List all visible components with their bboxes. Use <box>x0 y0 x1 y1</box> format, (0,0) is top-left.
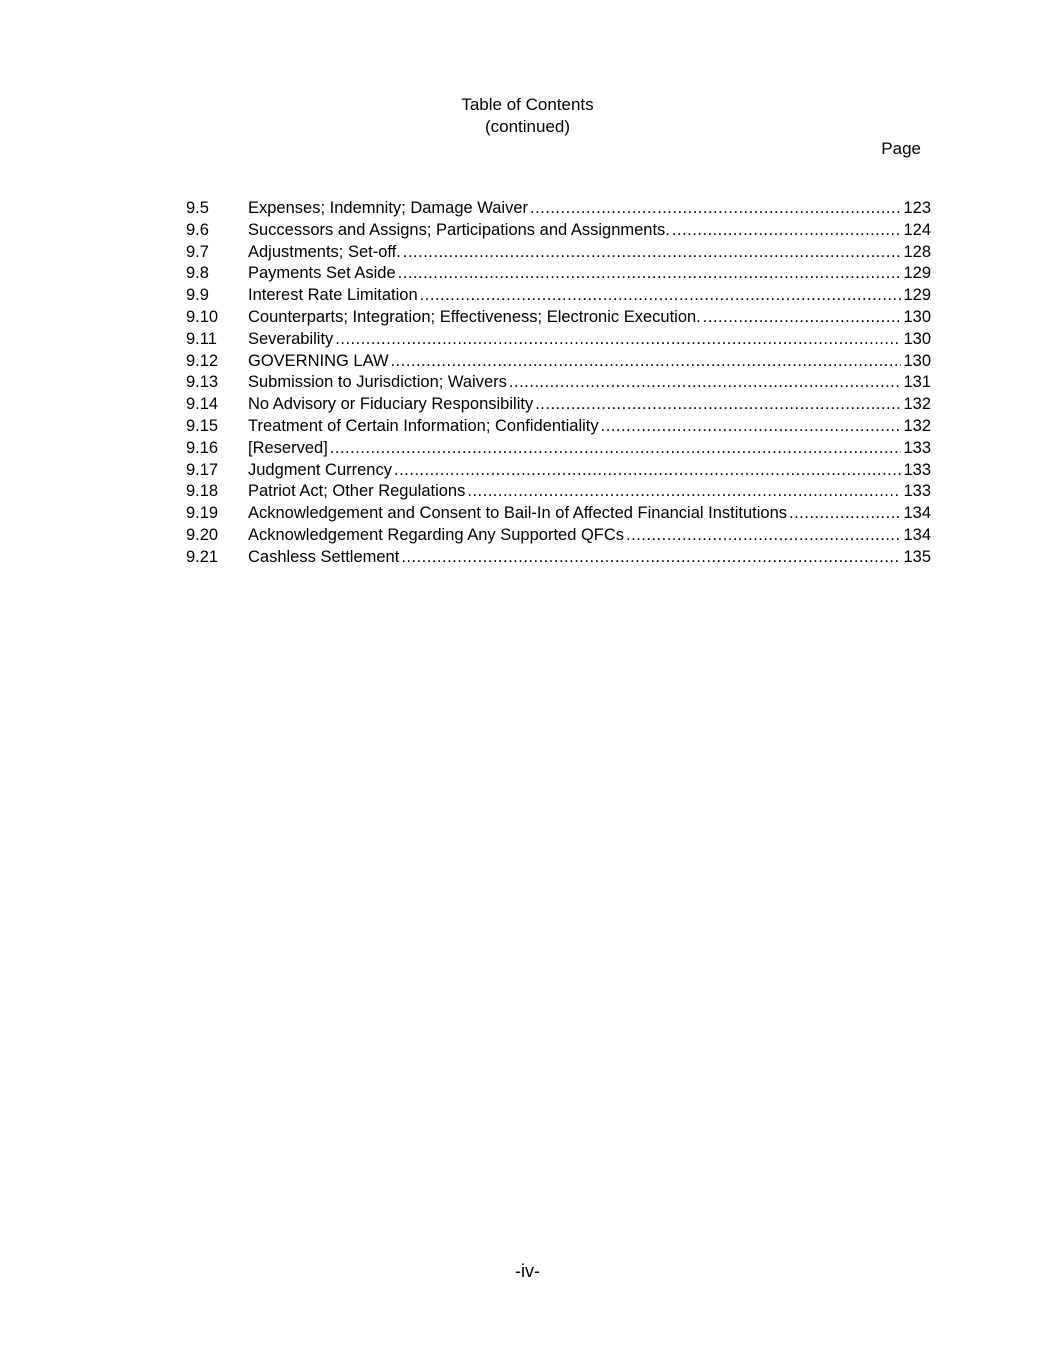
toc-entry-page[interactable]: 123 <box>903 199 931 217</box>
toc-entry-number: 9.11 <box>186 329 217 348</box>
toc-entry-page[interactable]: 130 <box>903 307 931 326</box>
toc-entry-number: 9.17 <box>186 460 219 479</box>
dot-leader <box>601 416 901 438</box>
toc-entry-page[interactable]: 133 <box>903 482 931 501</box>
dot-leader <box>535 394 901 416</box>
toc-entry[interactable] <box>186 525 931 547</box>
toc-entry-number: 9.13 <box>186 373 219 392</box>
toc-entry[interactable] <box>186 416 931 438</box>
toc-entry-number: 9.9 <box>186 286 209 305</box>
toc-entry-title[interactable]: Treatment of Certain Information; Confidentiality <box>248 416 599 435</box>
toc-entry-page[interactable]: 129 <box>903 264 931 283</box>
dot-leader <box>672 220 901 242</box>
dot-leader <box>420 285 901 307</box>
toc-entry[interactable] <box>186 503 931 525</box>
toc-entry-title[interactable]: No Advisory or Fiduciary Responsibility <box>248 395 534 414</box>
toc-entry-number: 9.21 <box>186 547 219 566</box>
toc-entry-number: 9.6 <box>186 220 209 239</box>
toc-heading <box>0 94 1055 138</box>
toc-entry-page[interactable]: 133 <box>903 460 931 479</box>
toc-entry-number: 9.18 <box>186 482 219 501</box>
dot-leader <box>401 547 901 569</box>
toc-entry-number: 9.10 <box>186 307 219 326</box>
dot-leader <box>330 438 901 460</box>
toc-entry-page[interactable]: 134 <box>903 525 931 544</box>
dot-leader <box>703 307 901 329</box>
toc-entry-number: 9.15 <box>186 416 219 435</box>
toc-entry[interactable] <box>186 198 931 220</box>
toc-title: Table of Contents <box>461 95 594 114</box>
toc-entry-number: 9.20 <box>186 525 219 544</box>
toc-entry[interactable] <box>186 547 931 569</box>
toc-entry-page[interactable]: 132 <box>903 395 931 414</box>
toc-entry[interactable] <box>186 285 931 307</box>
toc-entry[interactable] <box>186 460 931 482</box>
toc-entry-title[interactable]: Submission to Jurisdiction; Waivers <box>248 373 507 392</box>
toc-entry-number: 9.16 <box>186 438 219 457</box>
toc-entry[interactable] <box>186 242 931 264</box>
toc-entry-title[interactable]: Successors and Assigns; Participations and Assignments. <box>248 220 670 239</box>
toc-entry-page[interactable]: 130 <box>903 351 931 370</box>
toc-entry-title[interactable]: Payments Set Aside <box>248 264 396 283</box>
toc-entry-title[interactable]: [Reserved] <box>248 438 328 457</box>
dot-leader <box>394 460 901 482</box>
dot-leader <box>398 263 901 285</box>
toc-entry-number: 9.7 <box>186 242 209 261</box>
toc-entry-title[interactable]: Interest Rate Limitation <box>248 286 418 305</box>
page-column-header: Page <box>881 139 921 158</box>
toc-entry-title[interactable]: Patriot Act; Other Regulations <box>248 482 466 501</box>
toc-entry-title[interactable]: Judgment Currency <box>248 460 392 479</box>
toc-entry-page[interactable]: 133 <box>903 438 931 457</box>
dot-leader <box>530 198 901 220</box>
toc-entry-title[interactable]: Expenses; Indemnity; Damage Waiver <box>248 199 529 217</box>
toc-entry-title[interactable]: GOVERNING LAW <box>248 351 389 370</box>
page-number-footer: -iv- <box>515 1261 540 1281</box>
toc-entry-page[interactable]: 128 <box>903 242 931 261</box>
dot-leader <box>509 372 901 394</box>
toc-entry-page[interactable]: 124 <box>903 220 931 239</box>
toc-entry-page[interactable]: 132 <box>903 416 931 435</box>
dot-leader <box>335 329 901 351</box>
toc-entry-page[interactable]: 130 <box>903 329 931 348</box>
toc-entry-title[interactable]: Counterparts; Integration; Effectiveness; Electronic Execution. <box>248 307 701 326</box>
toc-entry[interactable] <box>186 481 931 503</box>
toc-entry-number: 9.5 <box>186 199 209 217</box>
dot-leader <box>403 242 901 264</box>
toc-list <box>186 198 931 569</box>
toc-entry[interactable] <box>186 372 931 394</box>
toc-entry-number: 9.8 <box>186 264 209 283</box>
toc-entry[interactable] <box>186 220 931 242</box>
toc-entry[interactable] <box>186 394 931 416</box>
dot-leader <box>626 525 901 547</box>
dot-leader <box>391 351 901 373</box>
toc-entry-title[interactable]: Acknowledgement Regarding Any Supported QFCs <box>248 525 625 544</box>
toc-entry-title[interactable]: Severability <box>248 329 334 348</box>
toc-entry-page[interactable]: 134 <box>903 504 931 523</box>
toc-entry-number: 9.12 <box>186 351 219 370</box>
dot-leader <box>467 481 901 503</box>
toc-entry[interactable] <box>186 438 931 460</box>
toc-entry-title[interactable]: Adjustments; Set-off. <box>248 242 401 261</box>
toc-entry-page[interactable]: 131 <box>903 373 931 392</box>
toc-entry[interactable] <box>186 329 931 351</box>
toc-entry-number: 9.14 <box>186 395 219 414</box>
toc-entry[interactable] <box>186 307 931 329</box>
dot-leader <box>789 503 901 525</box>
toc-entry-title[interactable]: Acknowledgement and Consent to Bail-In of Affected Financial Institutions <box>248 504 788 523</box>
toc-entry-number: 9.19 <box>186 504 219 523</box>
toc-entry-page[interactable]: 135 <box>903 547 931 566</box>
toc-entry-title[interactable]: Cashless Settlement <box>248 547 400 566</box>
toc-entry[interactable] <box>186 263 931 285</box>
toc-entry[interactable] <box>186 351 931 373</box>
toc-subtitle: (continued) <box>484 117 571 136</box>
toc-entry-page[interactable]: 129 <box>903 286 931 305</box>
